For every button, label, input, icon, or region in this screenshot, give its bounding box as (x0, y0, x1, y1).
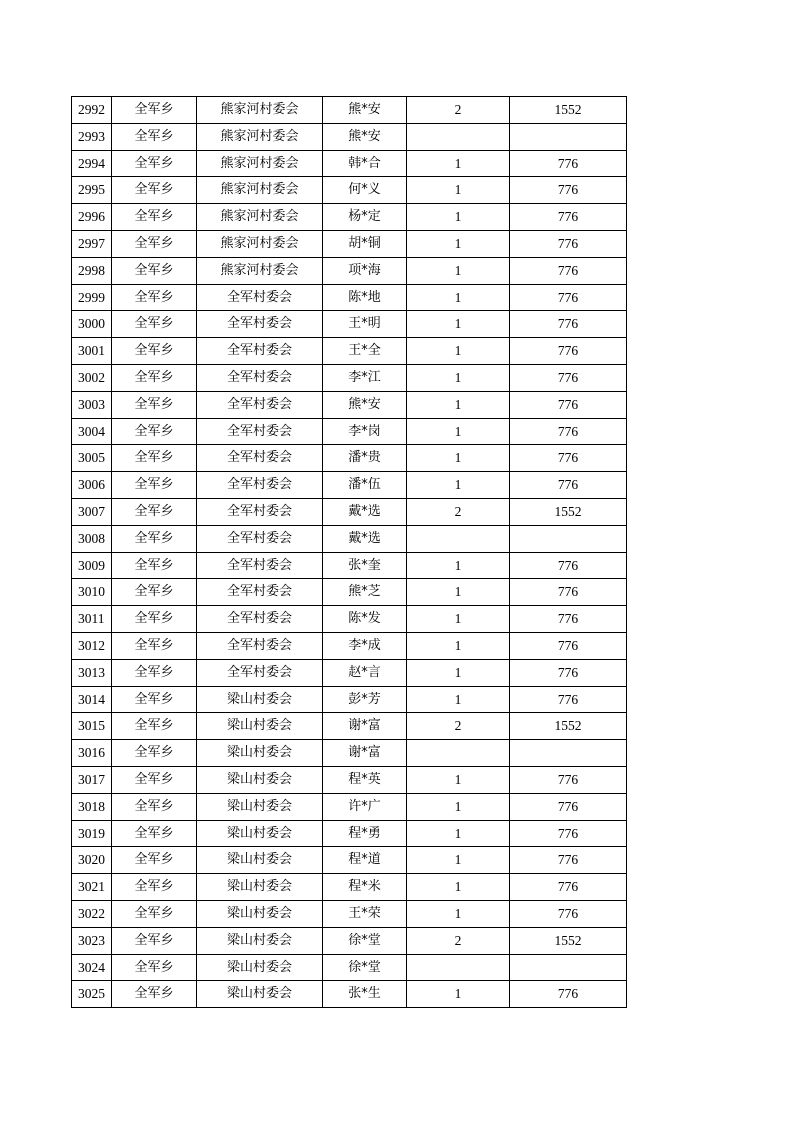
township-cell: 全军乡 (112, 900, 197, 927)
village-cell: 全军村委会 (197, 338, 323, 365)
village-cell: 全军村委会 (197, 472, 323, 499)
person-name-cell: 胡*铜 (323, 230, 407, 257)
table-row (72, 713, 627, 740)
count-cell: 2 (407, 927, 510, 954)
table-row (72, 311, 627, 338)
count-cell: 1 (407, 659, 510, 686)
table-row (72, 632, 627, 659)
count-cell: 1 (407, 445, 510, 472)
amount-cell: 776 (510, 579, 627, 606)
table-row (72, 954, 627, 981)
count-cell: 1 (407, 900, 510, 927)
village-cell: 熊家河村委会 (197, 257, 323, 284)
subsidy-roster-table (71, 96, 627, 1008)
village-cell: 全军村委会 (197, 311, 323, 338)
amount-cell: 776 (510, 606, 627, 633)
table-row (72, 740, 627, 767)
count-cell: 1 (407, 230, 510, 257)
township-cell: 全军乡 (112, 981, 197, 1008)
count-cell: 1 (407, 204, 510, 231)
township-cell: 全军乡 (112, 606, 197, 633)
village-cell: 全军村委会 (197, 606, 323, 633)
count-cell: 2 (407, 498, 510, 525)
row-number-cell: 3004 (72, 418, 112, 445)
township-cell: 全军乡 (112, 740, 197, 767)
row-number-cell: 3008 (72, 525, 112, 552)
township-cell: 全军乡 (112, 472, 197, 499)
count-cell: 1 (407, 847, 510, 874)
township-cell: 全军乡 (112, 230, 197, 257)
table-row (72, 766, 627, 793)
row-number-cell: 3020 (72, 847, 112, 874)
table-row (72, 204, 627, 231)
person-name-cell: 李*岗 (323, 418, 407, 445)
amount-cell: 776 (510, 793, 627, 820)
count-cell (407, 525, 510, 552)
count-cell: 1 (407, 364, 510, 391)
count-cell: 1 (407, 766, 510, 793)
row-number-cell: 2994 (72, 150, 112, 177)
row-number-cell: 3003 (72, 391, 112, 418)
person-name-cell: 谢*富 (323, 713, 407, 740)
village-cell: 梁山村委会 (197, 847, 323, 874)
amount-cell: 776 (510, 204, 627, 231)
village-cell: 熊家河村委会 (197, 204, 323, 231)
township-cell: 全军乡 (112, 391, 197, 418)
amount-cell: 776 (510, 177, 627, 204)
person-name-cell: 彭*芳 (323, 686, 407, 713)
township-cell: 全军乡 (112, 579, 197, 606)
township-cell: 全军乡 (112, 847, 197, 874)
village-cell: 熊家河村委会 (197, 177, 323, 204)
township-cell: 全军乡 (112, 364, 197, 391)
row-number-cell: 3022 (72, 900, 112, 927)
township-cell: 全军乡 (112, 177, 197, 204)
amount-cell: 776 (510, 632, 627, 659)
table-row (72, 793, 627, 820)
row-number-cell: 2998 (72, 257, 112, 284)
count-cell: 1 (407, 311, 510, 338)
person-name-cell: 戴*选 (323, 498, 407, 525)
table-row (72, 686, 627, 713)
amount-cell: 776 (510, 230, 627, 257)
count-cell: 1 (407, 257, 510, 284)
person-name-cell: 熊*安 (323, 97, 407, 124)
township-cell: 全军乡 (112, 338, 197, 365)
count-cell: 1 (407, 418, 510, 445)
table-row (72, 606, 627, 633)
amount-cell: 776 (510, 820, 627, 847)
person-name-cell: 张*生 (323, 981, 407, 1008)
township-cell: 全军乡 (112, 150, 197, 177)
row-number-cell: 3019 (72, 820, 112, 847)
person-name-cell: 熊*安 (323, 391, 407, 418)
amount-cell: 776 (510, 150, 627, 177)
village-cell: 全军村委会 (197, 632, 323, 659)
amount-cell (510, 954, 627, 981)
village-cell: 全军村委会 (197, 445, 323, 472)
person-name-cell: 陈*发 (323, 606, 407, 633)
row-number-cell: 3006 (72, 472, 112, 499)
person-name-cell: 程*道 (323, 847, 407, 874)
township-cell: 全军乡 (112, 927, 197, 954)
count-cell (407, 740, 510, 767)
village-cell: 全军村委会 (197, 418, 323, 445)
row-number-cell: 3007 (72, 498, 112, 525)
amount-cell: 1552 (510, 927, 627, 954)
township-cell: 全军乡 (112, 820, 197, 847)
table-row (72, 150, 627, 177)
row-number-cell: 3018 (72, 793, 112, 820)
row-number-cell: 3005 (72, 445, 112, 472)
row-number-cell: 2999 (72, 284, 112, 311)
row-number-cell: 3011 (72, 606, 112, 633)
township-cell: 全军乡 (112, 954, 197, 981)
row-number-cell: 2993 (72, 123, 112, 150)
person-name-cell: 韩*合 (323, 150, 407, 177)
count-cell: 2 (407, 713, 510, 740)
person-name-cell: 熊*安 (323, 123, 407, 150)
township-cell: 全军乡 (112, 793, 197, 820)
amount-cell: 776 (510, 686, 627, 713)
table-row (72, 472, 627, 499)
village-cell: 全军村委会 (197, 525, 323, 552)
amount-cell: 776 (510, 981, 627, 1008)
table-row (72, 445, 627, 472)
table-row (72, 338, 627, 365)
township-cell: 全军乡 (112, 659, 197, 686)
township-cell: 全军乡 (112, 552, 197, 579)
village-cell: 全军村委会 (197, 498, 323, 525)
township-cell: 全军乡 (112, 713, 197, 740)
row-number-cell: 2997 (72, 230, 112, 257)
amount-cell: 776 (510, 338, 627, 365)
person-name-cell: 程*英 (323, 766, 407, 793)
row-number-cell: 3015 (72, 713, 112, 740)
count-cell: 1 (407, 606, 510, 633)
table-row (72, 498, 627, 525)
village-cell: 熊家河村委会 (197, 97, 323, 124)
amount-cell: 776 (510, 874, 627, 901)
row-number-cell: 3002 (72, 364, 112, 391)
table-row (72, 900, 627, 927)
village-cell: 全军村委会 (197, 284, 323, 311)
row-number-cell: 3001 (72, 338, 112, 365)
amount-cell: 776 (510, 391, 627, 418)
amount-cell (510, 525, 627, 552)
village-cell: 梁山村委会 (197, 713, 323, 740)
table-row (72, 525, 627, 552)
village-cell: 全军村委会 (197, 659, 323, 686)
person-name-cell: 王*荣 (323, 900, 407, 927)
person-name-cell: 张*奎 (323, 552, 407, 579)
village-cell: 梁山村委会 (197, 900, 323, 927)
person-name-cell: 杨*定 (323, 204, 407, 231)
count-cell: 1 (407, 579, 510, 606)
village-cell: 全军村委会 (197, 579, 323, 606)
row-number-cell: 3012 (72, 632, 112, 659)
village-cell: 熊家河村委会 (197, 150, 323, 177)
row-number-cell: 3014 (72, 686, 112, 713)
table-row (72, 123, 627, 150)
person-name-cell: 谢*富 (323, 740, 407, 767)
village-cell: 梁山村委会 (197, 874, 323, 901)
table-row (72, 927, 627, 954)
amount-cell: 776 (510, 445, 627, 472)
count-cell: 1 (407, 150, 510, 177)
amount-cell: 776 (510, 418, 627, 445)
village-cell: 全军村委会 (197, 552, 323, 579)
amount-cell: 776 (510, 766, 627, 793)
table-row (72, 391, 627, 418)
village-cell: 梁山村委会 (197, 981, 323, 1008)
count-cell (407, 123, 510, 150)
person-name-cell: 李*江 (323, 364, 407, 391)
person-name-cell: 李*成 (323, 632, 407, 659)
person-name-cell: 陈*地 (323, 284, 407, 311)
table-row (72, 230, 627, 257)
village-cell: 梁山村委会 (197, 740, 323, 767)
person-name-cell: 程*米 (323, 874, 407, 901)
amount-cell: 776 (510, 847, 627, 874)
person-name-cell: 潘*贵 (323, 445, 407, 472)
table-row (72, 418, 627, 445)
row-number-cell: 3009 (72, 552, 112, 579)
township-cell: 全军乡 (112, 686, 197, 713)
township-cell: 全军乡 (112, 284, 197, 311)
person-name-cell: 熊*芝 (323, 579, 407, 606)
township-cell: 全军乡 (112, 97, 197, 124)
table-row (72, 177, 627, 204)
row-number-cell: 3013 (72, 659, 112, 686)
count-cell: 1 (407, 552, 510, 579)
amount-cell: 776 (510, 472, 627, 499)
count-cell: 1 (407, 338, 510, 365)
count-cell: 1 (407, 391, 510, 418)
table-row (72, 847, 627, 874)
village-cell: 梁山村委会 (197, 793, 323, 820)
count-cell: 1 (407, 820, 510, 847)
row-number-cell: 2996 (72, 204, 112, 231)
amount-cell: 776 (510, 552, 627, 579)
township-cell: 全军乡 (112, 204, 197, 231)
table-row (72, 284, 627, 311)
township-cell: 全军乡 (112, 311, 197, 338)
table-row (72, 659, 627, 686)
person-name-cell: 戴*选 (323, 525, 407, 552)
row-number-cell: 3021 (72, 874, 112, 901)
row-number-cell: 3017 (72, 766, 112, 793)
row-number-cell: 3025 (72, 981, 112, 1008)
person-name-cell: 王*全 (323, 338, 407, 365)
village-cell: 全军村委会 (197, 364, 323, 391)
row-number-cell: 3010 (72, 579, 112, 606)
table-row (72, 257, 627, 284)
person-name-cell: 王*明 (323, 311, 407, 338)
row-number-cell: 3016 (72, 740, 112, 767)
amount-cell: 1552 (510, 498, 627, 525)
village-cell: 梁山村委会 (197, 766, 323, 793)
amount-cell: 1552 (510, 97, 627, 124)
table-row (72, 874, 627, 901)
table-row (72, 981, 627, 1008)
village-cell: 梁山村委会 (197, 954, 323, 981)
amount-cell: 776 (510, 900, 627, 927)
amount-cell: 776 (510, 311, 627, 338)
person-name-cell: 潘*伍 (323, 472, 407, 499)
table-body (72, 97, 627, 1008)
count-cell: 1 (407, 981, 510, 1008)
village-cell: 熊家河村委会 (197, 230, 323, 257)
amount-cell (510, 740, 627, 767)
village-cell: 熊家河村委会 (197, 123, 323, 150)
table-row (72, 820, 627, 847)
person-name-cell: 徐*堂 (323, 954, 407, 981)
count-cell (407, 954, 510, 981)
amount-cell: 776 (510, 257, 627, 284)
person-name-cell: 赵*言 (323, 659, 407, 686)
person-name-cell: 程*勇 (323, 820, 407, 847)
count-cell: 1 (407, 793, 510, 820)
township-cell: 全军乡 (112, 632, 197, 659)
township-cell: 全军乡 (112, 418, 197, 445)
township-cell: 全军乡 (112, 123, 197, 150)
count-cell: 1 (407, 632, 510, 659)
village-cell: 梁山村委会 (197, 927, 323, 954)
count-cell: 1 (407, 874, 510, 901)
count-cell: 1 (407, 284, 510, 311)
amount-cell: 776 (510, 364, 627, 391)
row-number-cell: 2995 (72, 177, 112, 204)
village-cell: 全军村委会 (197, 391, 323, 418)
table-row (72, 579, 627, 606)
table-row (72, 364, 627, 391)
person-name-cell: 项*海 (323, 257, 407, 284)
village-cell: 梁山村委会 (197, 820, 323, 847)
amount-cell: 1552 (510, 713, 627, 740)
count-cell: 1 (407, 472, 510, 499)
township-cell: 全军乡 (112, 525, 197, 552)
row-number-cell: 3024 (72, 954, 112, 981)
row-number-cell: 2992 (72, 97, 112, 124)
amount-cell: 776 (510, 284, 627, 311)
row-number-cell: 3023 (72, 927, 112, 954)
table-row (72, 552, 627, 579)
township-cell: 全军乡 (112, 498, 197, 525)
township-cell: 全军乡 (112, 766, 197, 793)
township-cell: 全军乡 (112, 257, 197, 284)
count-cell: 1 (407, 686, 510, 713)
person-name-cell: 许*广 (323, 793, 407, 820)
table-row (72, 97, 627, 124)
amount-cell: 776 (510, 659, 627, 686)
amount-cell (510, 123, 627, 150)
row-number-cell: 3000 (72, 311, 112, 338)
village-cell: 梁山村委会 (197, 686, 323, 713)
person-name-cell: 何*义 (323, 177, 407, 204)
count-cell: 2 (407, 97, 510, 124)
township-cell: 全军乡 (112, 445, 197, 472)
count-cell: 1 (407, 177, 510, 204)
person-name-cell: 徐*堂 (323, 927, 407, 954)
township-cell: 全军乡 (112, 874, 197, 901)
